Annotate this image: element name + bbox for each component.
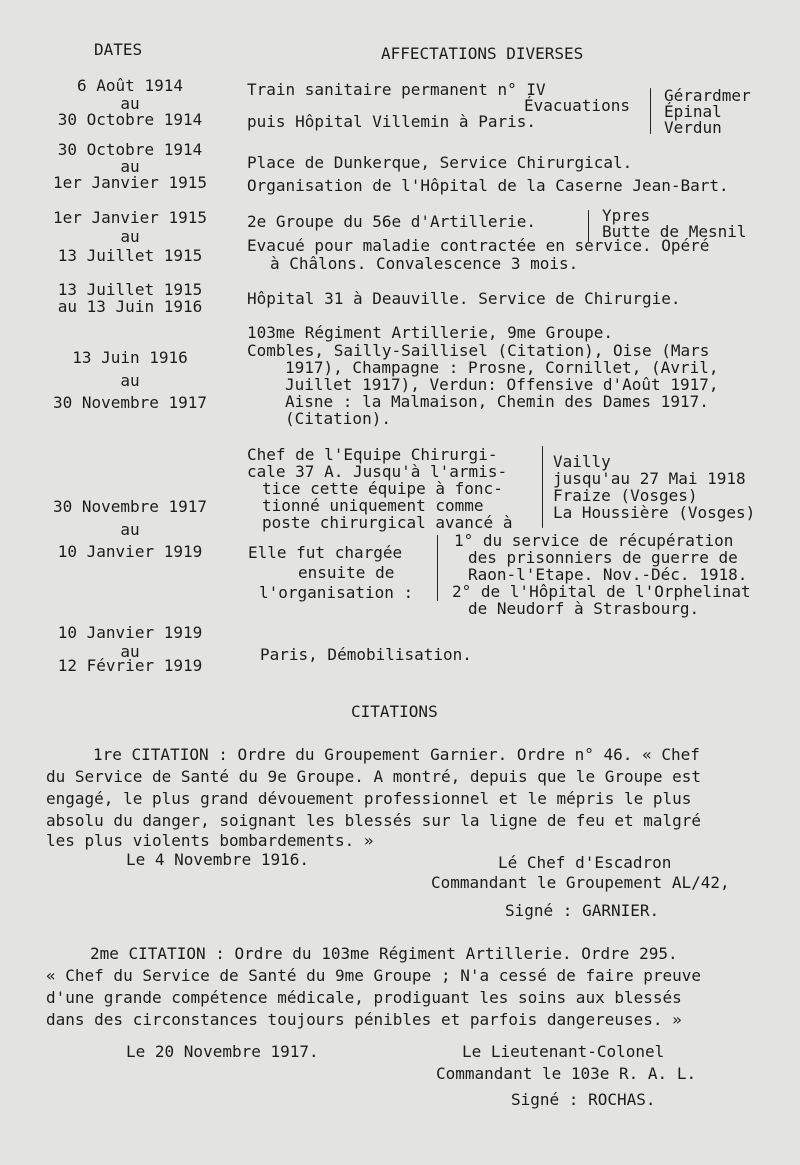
org-item: 1° du service de récupération (454, 531, 734, 550)
signature-line: Signé : GARNIER. (505, 901, 660, 920)
date-to: 30 Novembre 1917 (52, 393, 208, 412)
signature-line: Le Lieutenant-Colonel (462, 1042, 665, 1061)
citation-line: les plus violents bombardements. » (46, 831, 374, 850)
entry-text: Organisation de l'Hôpital de la Caserne Jean-Bart. (247, 176, 729, 195)
signature-line: Signé : ROCHAS. (511, 1090, 656, 1109)
citation-line: d'une grande compétence médicale, prodiguant les soins aux blessés (46, 988, 682, 1007)
citation-date: Le 20 Novembre 1917. (126, 1042, 319, 1061)
date-to: 12 Février 1919 (57, 656, 203, 675)
place: Vailly (553, 452, 611, 471)
date-from: 13 Juin 1916 (72, 348, 188, 367)
date-au: au (120, 520, 140, 539)
date-au: au (120, 642, 140, 661)
entry-text: 1917), Champagne : Prosne, Cornillet, (Avril, (285, 358, 719, 377)
entry-text: 2e Groupe du 56e d'Artillerie. (247, 212, 536, 231)
citation-line: 1re CITATION : Ordre du Groupement Garnier. Ordre n° 46. « Chef (93, 745, 700, 764)
entry-text: l'organisation : (259, 583, 414, 602)
place: La Houssière (Vosges) (553, 503, 756, 522)
signature-line: Commandant le Groupement AL/42, (431, 873, 730, 892)
entry-text: cale 37 A. Jusqu'à l'armis- (247, 462, 508, 481)
place: Épinal (664, 102, 722, 121)
date-to: au 13 Juin 1916 (57, 297, 203, 316)
entry-text: (Citation). (285, 409, 391, 428)
date-to: 10 Janvier 1919 (57, 542, 203, 561)
entry-text: Juillet 1917), Verdun: Offensive d'Août 1917, (285, 375, 719, 394)
citation-line: dans des circonstances toujours pénibles et parfois dangereuses. » (46, 1010, 682, 1029)
entry-text: à Châlons. Convalescence 3 mois. (270, 254, 579, 273)
signature-line: Lé Chef d'Escadron (498, 853, 672, 872)
entry-text: Combles, Sailly-Saillisel (Citation), Oise (Mars (247, 341, 710, 360)
entry-text: Paris, Démobilisation. (260, 645, 472, 664)
date-to: 13 Juillet 1915 (57, 246, 203, 265)
date-au: au (120, 227, 140, 246)
entry-text: Place de Dunkerque, Service Chirurgical. (247, 153, 633, 172)
org-item: de Neudorf à Strasbourg. (468, 599, 700, 618)
date-to: 1er Janvier 1915 (52, 173, 208, 192)
entry-text: Aisne : la Malmaison, Chemin des Dames 1917. (285, 392, 709, 411)
entry-text: Elle fut chargée (248, 543, 403, 562)
org-item: Raon-l'Etape. Nov.-Déc. 1918. (468, 565, 748, 584)
signature-line: Commandant le 103e R. A. L. (436, 1064, 697, 1083)
place: jusqu'au 27 Mai 1918 (553, 469, 746, 488)
date-from: 30 Octobre 1914 (57, 140, 203, 159)
org-item: 2° de l'Hôpital de l'Orphelinat (452, 582, 751, 601)
dates-header: DATES (94, 40, 143, 59)
date-from: 10 Janvier 1919 (57, 623, 203, 642)
entry-text: puis Hôpital Villemin à Paris. (247, 112, 536, 131)
entry-text: Chef de l'Equipe Chirurgi- (247, 445, 498, 464)
date-au: au (120, 371, 140, 390)
entry-text: poste chirurgical avancé à (262, 513, 513, 532)
place: Verdun (664, 118, 722, 137)
date-au: au (120, 157, 140, 176)
entry-text: Évacuations (524, 96, 630, 115)
entry-text: Train sanitaire permanent n° IV (247, 80, 546, 99)
place: Fraize (Vosges) (553, 486, 698, 505)
date-to: 30 Octobre 1914 (57, 110, 203, 129)
date-from: 6 Août 1914 (77, 76, 183, 95)
citation-line: engagé, le plus grand dévouement professionnel et le mépris le plus (46, 789, 692, 808)
org-item: des prisonniers de guerre de (468, 548, 738, 567)
affectations-header: AFFECTATIONS DIVERSES (381, 44, 584, 63)
entry-text: Evacué pour maladie contractée en service. Opéré (247, 236, 710, 255)
entry-text: tionné uniquement comme (262, 496, 484, 515)
citation-line: 2me CITATION : Ordre du 103me Régiment Artillerie. Ordre 295. (90, 944, 678, 963)
entry-text: tice cette équipe à fonc- (262, 479, 503, 498)
citation-date: Le 4 Novembre 1916. (126, 850, 310, 869)
citation-line: du Service de Santé du 9e Groupe. A montré, depuis que le Groupe est (46, 767, 702, 786)
brace (650, 88, 651, 134)
citation-line: « Chef du Service de Santé du 9me Groupe ; N'a cessé de faire preuve (46, 966, 702, 985)
entry-text: ensuite de (298, 563, 395, 582)
citation-line: absolu du danger, soignant les blessés sur la ligne de feu et malgré (46, 811, 702, 830)
place: Ypres (602, 206, 651, 225)
entry-text: 103me Régiment Artillerie, 9me Groupe. (247, 323, 614, 342)
date-from: 30 Novembre 1917 (52, 497, 208, 516)
brace (437, 535, 438, 601)
place: Butte de Mesnil (602, 222, 747, 241)
brace (542, 446, 543, 528)
entry-text: Hôpital 31 à Deauville. Service de Chirurgie. (247, 289, 681, 308)
citations-title: CITATIONS (351, 702, 438, 721)
date-from: 13 Juillet 1915 (57, 280, 203, 299)
place: Gérardmer (664, 86, 751, 105)
date-from: 1er Janvier 1915 (52, 208, 208, 227)
date-au: au (120, 94, 140, 113)
